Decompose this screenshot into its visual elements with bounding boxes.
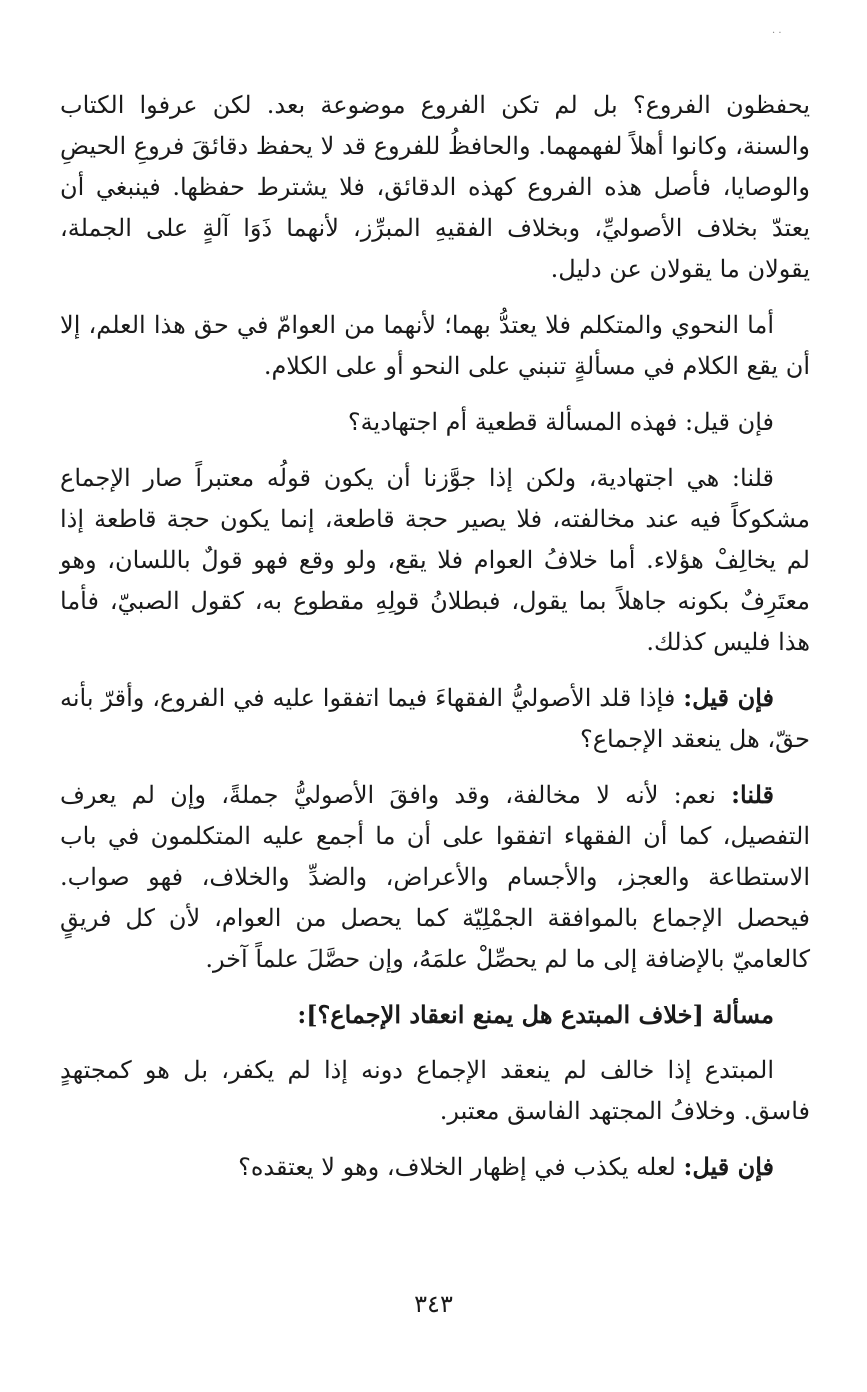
paragraph-2 [60, 304, 810, 387]
paragraph-9 [60, 1146, 810, 1188]
paragraph-8-text: المبتدع إذا خالف لم ينعقد الإجماع دونه إذا لم يكفر، بل هو كمجتهدٍ فاسق. وخلافُ المجتهد الفاسق معتبر. [60, 1056, 810, 1125]
paragraph-3 [60, 401, 810, 443]
paragraph-6 [60, 774, 810, 980]
paragraph-2-text: أما النحوي والمتكلم فلا يعتدُّ بهما؛ لأنهما من العوامّ في حق هذا العلم، إلا أن يقع الكلام في مسألةٍ تنبني على النحو أو على الكلام. [60, 311, 810, 380]
paragraph-1 [60, 84, 810, 290]
paragraph-6-text: نعم: لأنه لا مخالفة، وقد وافقَ الأصوليُّ جملةً، وإن لم يعرف التفصيل، كما أن الفقهاء اتفقوا على أن ما أجمع عليه المتكلمون في باب الاستطاعة والعجز، والأجسام والأعراض، والضدِّ والخلاف، فهو صواب. فيحصل الإجماع بالموافقة الجمْلِيّة كما يحصل من العوام، لأن كل فريقٍ كالعاميّ بالإضافة إلى ما لم يحصِّلْ علمَهُ، وإن حصَّلَ علماً آخر. [60, 781, 810, 973]
page-body [60, 84, 810, 1202]
paragraph-3-text: فإن قيل: فهذه المسألة قطعية أم اجتهادية؟ [347, 408, 774, 436]
paragraph-5-lead: فإن قيل: [683, 683, 774, 712]
paragraph-8 [60, 1049, 810, 1132]
page-number: ٣٤٣ [414, 1290, 453, 1318]
section-heading-text: مسألة [خلاف المبتدع هل يمنع انعقاد الإجماع؟]: [297, 1000, 774, 1029]
paragraph-4 [60, 457, 810, 663]
paragraph-5 [60, 677, 810, 760]
paragraph-5-text: فإذا قلد الأصوليُّ الفقهاءَ فيما اتفقوا عليه في الفروع، وأقرّ بأنه حقّ، هل ينعقد الإجماع؟ [60, 684, 810, 753]
section-heading [60, 994, 810, 1035]
paragraph-6-lead: قلنا: [731, 780, 774, 809]
scan-specks: · · [772, 28, 782, 39]
paragraph-4-text: قلنا: هي اجتهادية، ولكن إذا جوَّزنا أن يكون قولُه معتبراً صار الإجماع مشكوكاً فيه عند مخالفته، فلا يصير حجة قاطعة، إنما يكون حجة قاطعة إذا لم يخالِفْ هؤلاء. أما خلافُ العوام فلا يقع، ولو وقع فهو قولٌ باللسان، وهو معتَرِفٌ بكونه جاهلاً بما يقول، فبطلانُ قولِهِ مقطوع به، كقول الصبيّ، فأما هذا فليس كذلك. [60, 464, 810, 656]
paragraph-9-text: لعله يكذب في إظهار الخلاف، وهو لا يعتقده؟ [238, 1153, 684, 1181]
paragraph-9-lead: فإن قيل: [683, 1152, 774, 1181]
paragraph-1-text: يحفظون الفروع؟ بل لم تكن الفروع موضوعة بعد. لكن عرفوا الكتاب والسنة، وكانوا أهلاً لفهمهما. والحافظُ للفروع قد لا يحفظ دقائقَ فروعِ الحيضِ والوصايا، فأصل هذه الفروع كهذه الدقائق، فلا يشترط حفظها. فينبغي أن يعتدّ بخلاف الأصوليِّ، وبخلاف الفقيهِ المبرِّز، لأنهما ذَوَا آلةٍ على الجملة، يقولان ما يقولان عن دليل. [60, 91, 810, 283]
